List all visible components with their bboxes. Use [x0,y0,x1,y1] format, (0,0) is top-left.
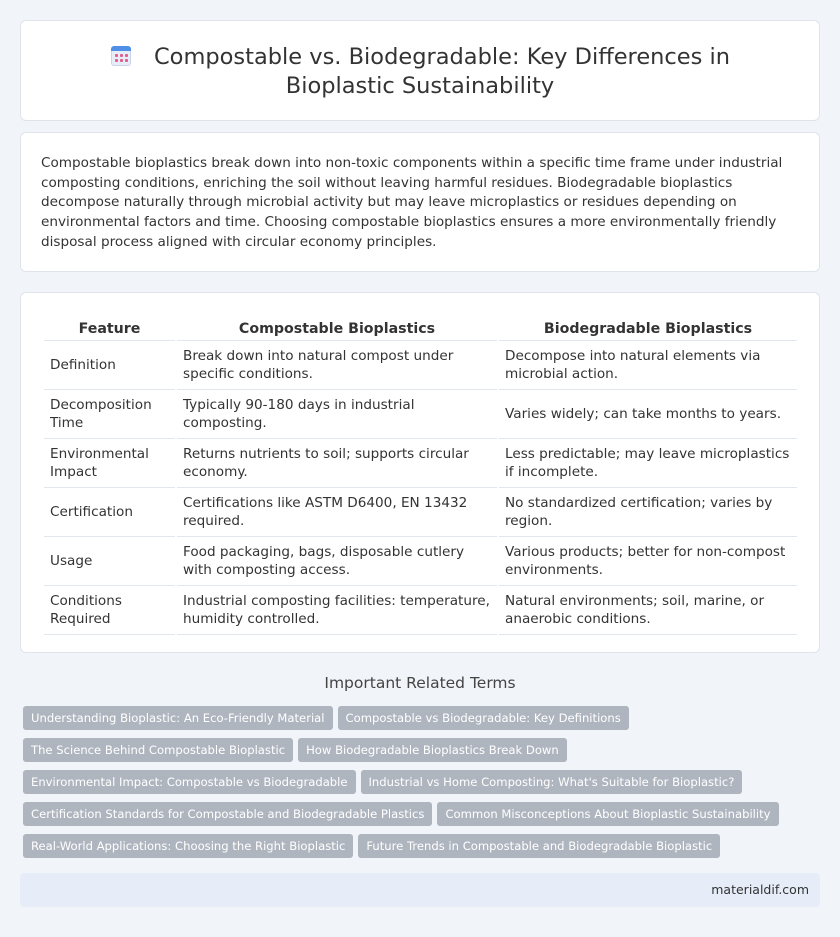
tag-row [23,706,803,738]
tag-row [23,738,803,770]
header-card [20,20,820,121]
intro-card [20,132,820,272]
related-terms-title: Important Related Terms [324,674,516,692]
biodegradable-cell: Decompose into natural elements via microbial action. [499,341,797,390]
header-feature: Feature [44,315,175,341]
related-term-tag[interactable]: Industrial vs Home Composting: What's Suitable for Bioplastic? [361,770,743,794]
feature-cell: Definition [44,341,175,390]
intro-paragraph: Compostable bioplastics break down into non-toxic components within a specific time frame under industrial composting conditions, enriching the soil without leaving harmful residues. Biodegradable bioplastics decompose naturally through microbial activity but may leave microplastics or residues depending on environmental factors and time. Choosing compostable bioplastics ensures a more environmentally friendly disposal process aligned with circular economy principles. [41,155,783,250]
feature-cell: Usage [44,537,175,586]
footer [20,873,820,907]
comparison-table [42,315,799,635]
related-term-tag[interactable]: Real-World Applications: Choosing the Right Bioplastic [23,834,353,858]
related-term-tag[interactable]: How Biodegradable Bioplastics Break Down [298,738,567,762]
tag-row [23,834,803,866]
feature-cell: Environmental Impact [44,439,175,488]
biodegradable-cell: Various products; better for non-compost environments. [499,537,797,586]
calendar-grid-icon [110,45,132,67]
biodegradable-cell: Natural environments; soil, marine, or anaerobic conditions. [499,586,797,635]
table-row [44,390,797,439]
related-term-tag[interactable]: Environmental Impact: Compostable vs Biodegradable [23,770,356,794]
compostable-cell: Typically 90-180 days in industrial composting. [177,390,497,439]
feature-cell: Decomposition Time [44,390,175,439]
compostable-cell: Food packaging, bags, disposable cutlery with composting access. [177,537,497,586]
page-title-text: Compostable vs. Biodegradable: Key Differences in Bioplastic Sustainability [153,44,731,99]
comparison-card [20,292,820,653]
table-header-row [44,315,797,341]
related-term-tag[interactable]: Certification Standards for Compostable and Biodegradable Plastics [23,802,432,826]
compostable-cell: Industrial composting facilities: temperature, humidity controlled. [177,586,497,635]
related-term-tag[interactable]: Common Misconceptions About Bioplastic Sustainability [437,802,778,826]
tag-row [23,802,803,834]
tag-row [23,770,803,802]
compostable-cell: Certifications like ASTM D6400, EN 13432 required. [177,488,497,537]
page-title [60,43,780,101]
table-row [44,537,797,586]
compostable-cell: Returns nutrients to soil; supports circular economy. [177,439,497,488]
biodegradable-cell: Less predictable; may leave microplastics if incomplete. [499,439,797,488]
feature-cell: Conditions Required [44,586,175,635]
table-row [44,341,797,390]
table-row [44,586,797,635]
table-row [44,488,797,537]
related-term-tag[interactable]: Future Trends in Compostable and Biodegradable Bioplastic [358,834,720,858]
header-biodegradable: Biodegradable Bioplastics [499,315,797,341]
biodegradable-cell: No standardized certification; varies by region. [499,488,797,537]
compostable-cell: Break down into natural compost under specific conditions. [177,341,497,390]
feature-cell: Certification [44,488,175,537]
related-term-tag[interactable]: Compostable vs Biodegradable: Key Definitions [338,706,629,730]
related-terms-list [23,706,803,866]
table-row [44,439,797,488]
biodegradable-cell: Varies widely; can take months to years. [499,390,797,439]
header-compostable: Compostable Bioplastics [177,315,497,341]
related-term-tag[interactable]: Understanding Bioplastic: An Eco-Friendly Material [23,706,333,730]
footer-site-link[interactable]: materialdif.com [711,882,809,897]
related-term-tag[interactable]: The Science Behind Compostable Bioplastic [23,738,293,762]
